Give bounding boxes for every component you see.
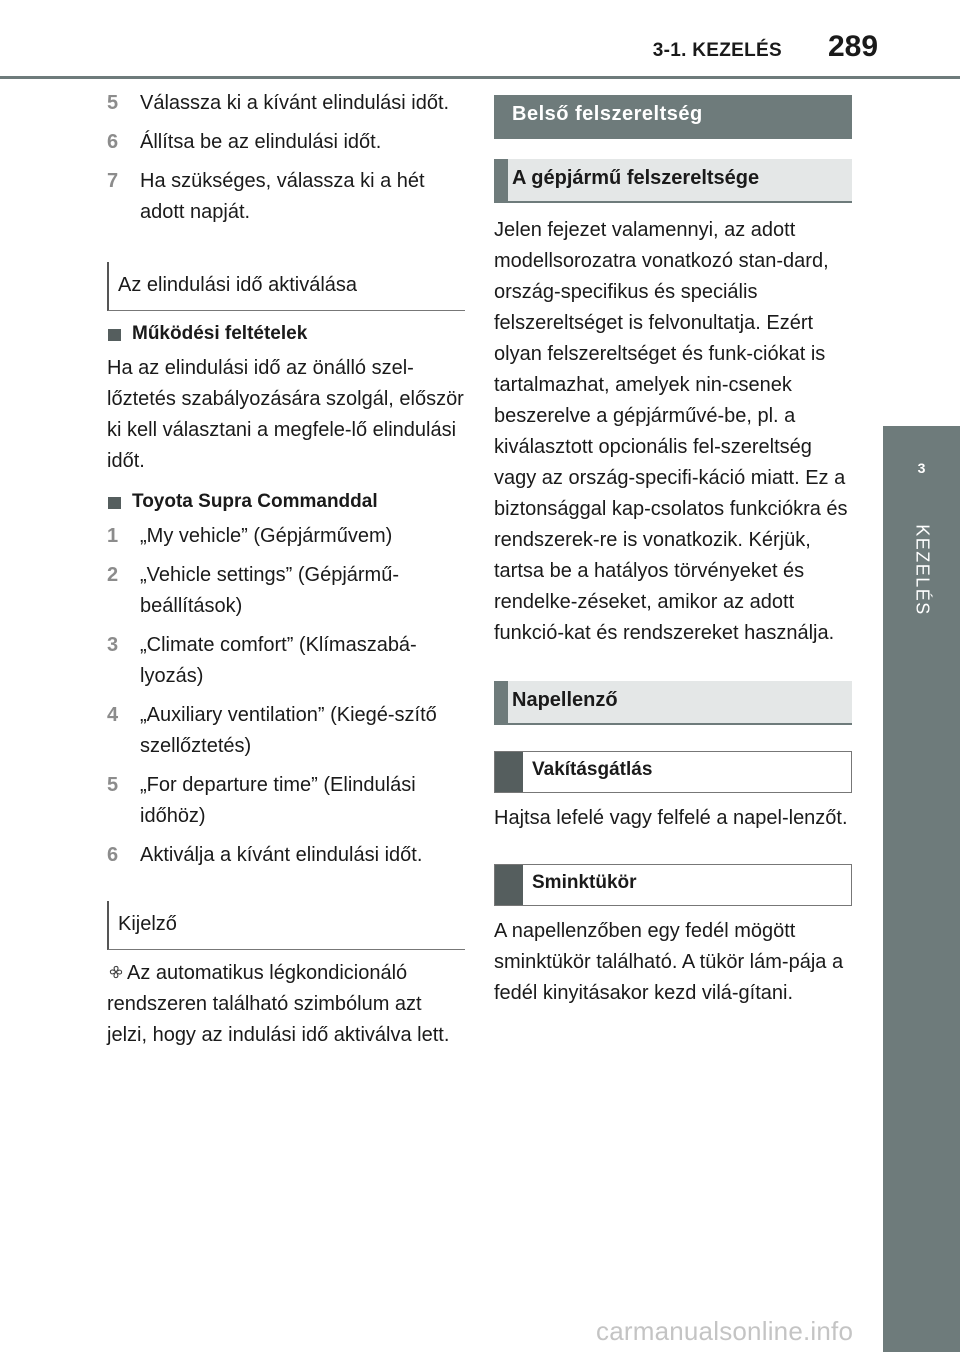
step-text: „For departure time” (Elindulási időhöz) [140, 774, 416, 827]
step-text: „Climate comfort” (Klímaszabá-lyozás) [140, 634, 417, 687]
activation-box-title: Az elindulási idő aktiválása [118, 274, 358, 296]
conditions-heading [107, 319, 465, 349]
step-item [107, 88, 465, 119]
mirror-text: A napellenzőben egy fedél mögött sminktükör található. A tükör lám-pája a fedél kinyitásakor kezd vilá-gítani. [494, 920, 844, 1004]
chapter-tab[interactable] [883, 426, 960, 508]
commander-title: Toyota Supra Commanddal [132, 491, 378, 512]
glare-heading-text: Vakításgátlás [532, 759, 653, 780]
main-heading-text: Belső felszereltség [512, 103, 703, 125]
conditions-text: Ha az elindulási idő az önálló szel-lőztetés szabályozására szolgál, először ki kell választani a megfele-lő elindulási időt. [107, 357, 464, 472]
step-text: Válassza ki a kívánt elindulási időt. [140, 92, 450, 114]
glare-text: Hajtsa lefelé vagy felfelé a napel-lenzőt. [494, 807, 848, 829]
chapter-strip [883, 508, 960, 1352]
step-number: 6 [107, 844, 119, 866]
mirror-heading-text: Sminktükör [532, 872, 637, 893]
section-bullet-icon [108, 329, 121, 341]
main-heading [494, 95, 852, 139]
step-item [107, 630, 465, 692]
section-title: 3-1. KEZELÉS [652, 40, 782, 61]
chapter-label: KEZELÉS [912, 524, 933, 616]
page-number: 289 [828, 30, 879, 63]
step-item [107, 770, 465, 832]
left-column [107, 88, 465, 1051]
step-number: 2 [107, 564, 119, 586]
heading-block-icon [495, 752, 523, 792]
glare-heading [494, 751, 852, 793]
right-column [494, 95, 852, 1009]
sub-heading-text: A gépjármű felszereltsége [512, 167, 760, 189]
step-number: 5 [107, 92, 119, 114]
commander-heading [107, 487, 465, 517]
step-item [107, 560, 465, 622]
display-box [107, 901, 465, 950]
display-text: Az automatikus légkondicionáló rendszeren található szimbólum azt jelzi, hogy az indulási idő aktiválva lett. [107, 962, 450, 1046]
step-item [107, 127, 465, 158]
section-bullet-icon [108, 497, 121, 509]
display-text-block [107, 958, 465, 1051]
step-number: 3 [107, 634, 119, 656]
fan-symbol-icon [107, 963, 125, 981]
sun-visor-heading-text: Napellenző [512, 689, 618, 711]
header-rule [0, 76, 960, 79]
mirror-heading [494, 864, 852, 906]
activation-box [107, 262, 465, 311]
step-text: „My vehicle” (Gépjárművem) [140, 525, 393, 547]
intro-text: Jelen fejezet valamennyi, az adott modellsorozatra vonatkozó stan-dard, ország-specifikus és speciális felszereltséget is felvonultatja. Ezért olyan felszereltséget és funk-ciókat is tartalmazhat, amelyek nin-csenek beszerelve a gépjárművé-be, pl. a kiválasztott opcionális fel-szereltség vagy az ország-specifi-káció miatt. Ez a biztonsággal kap-csolatos funkciókra és rendszerek-re is vonatkozik. Kérjük, tartsa be a hatályos törvényeket és rendelke-zéseket, amikor az adott funkció-kat és rendszereket használja. [494, 219, 848, 644]
heading-block-icon [495, 865, 523, 905]
step-item [107, 166, 465, 228]
chapter-number: 3 [917, 460, 926, 476]
step-text: Állítsa be az elindulási időt. [140, 131, 382, 153]
step-item [107, 700, 465, 762]
step-number: 1 [107, 525, 119, 547]
conditions-title: Működési feltételek [132, 323, 308, 344]
watermark[interactable]: carmanualsonline.info [596, 1316, 854, 1346]
step-number: 4 [107, 704, 119, 726]
step-item [107, 521, 465, 552]
display-box-title: Kijelző [118, 913, 177, 935]
step-text: Ha szükséges, válassza ki a hét adott napját. [140, 170, 425, 223]
sub-heading [494, 159, 852, 203]
sun-visor-heading [494, 681, 852, 725]
step-number: 6 [107, 131, 119, 153]
step-item [107, 840, 465, 871]
step-text: „Auxiliary ventilation” (Kiegé-szítő szellőztetés) [140, 704, 437, 757]
step-text: „Vehicle settings” (Gépjármű-beállítások) [140, 564, 399, 617]
step-number: 5 [107, 774, 119, 796]
step-text: Aktiválja a kívánt elindulási időt. [140, 844, 423, 866]
step-number: 7 [107, 170, 119, 192]
